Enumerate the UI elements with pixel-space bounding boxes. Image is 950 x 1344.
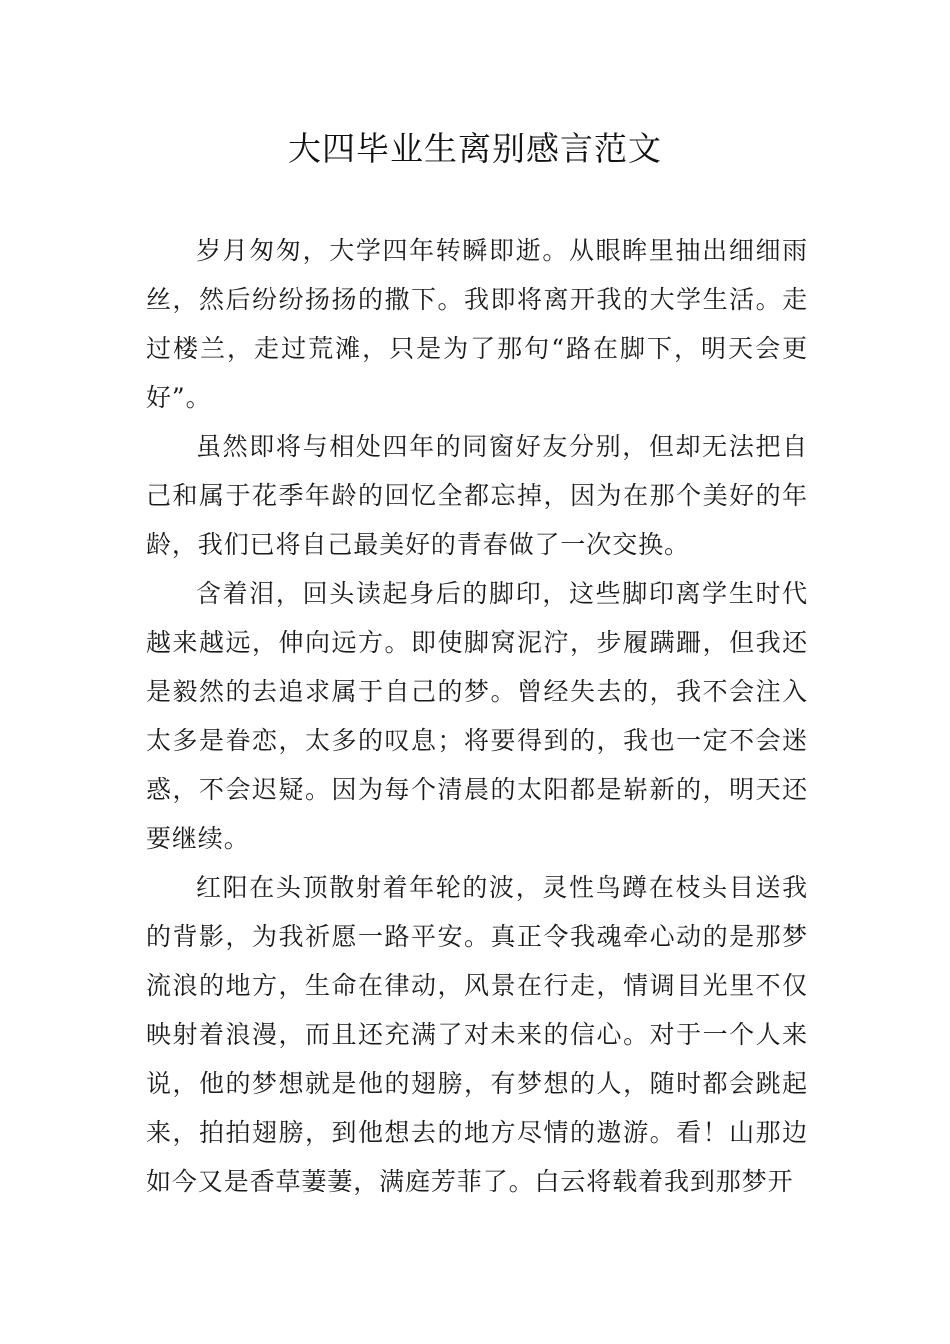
paragraph-3: 含着泪，回头读起身后的脚印，这些脚印离学生时代越来越远，伸向远方。即使脚窝泥泞，步履蹒跚，但我还是毅然的去追求属于自己的梦。曾经失去的，我不会注入太多是眷恋，太多的叹息；将要得到的，我也一定不会迷惑，不会迟疑。因为每个清晨的太阳都是崭新的，明天还要继续。	[146, 579, 808, 853]
paragraph-2: 虽然即将与相处四年的同窗好友分别，但却无法把自己和属于花季年龄的回忆全都忘掉，因为在那个美好的年龄，我们已将自己最美好的青春做了一次交换。	[146, 432, 808, 559]
paragraph-1: 岁月匆匆，大学四年转瞬即逝。从眼眸里抽出细细雨丝，然后纷纷扬扬的撒下。我即将离开我的大学生活。走过楼兰，走过荒滩，只是为了那句“路在脚下，明天会更好”。	[146, 236, 808, 412]
paragraph-4: 红阳在头顶散射着年轮的波，灵性鸟蹲在枝头目送我的背影，为我祈愿一路平安。真正令我魂牵心动的是那梦流浪的地方，生命在律动，风景在行走，情调目光里不仅映射着浪漫，而且还充满了对未来的信心。对于一个人来说，他的梦想就是他的翅膀，有梦想的人，随时都会跳起来，拍拍翅膀，到他想去的地方尽情的遨游。看！山那边如今又是香草萋萋，满庭芳菲了。白云将载着我到那梦开	[146, 873, 808, 1196]
document-title: 大四毕业生离别感言范文	[288, 129, 662, 168]
document-body	[146, 226, 808, 1206]
